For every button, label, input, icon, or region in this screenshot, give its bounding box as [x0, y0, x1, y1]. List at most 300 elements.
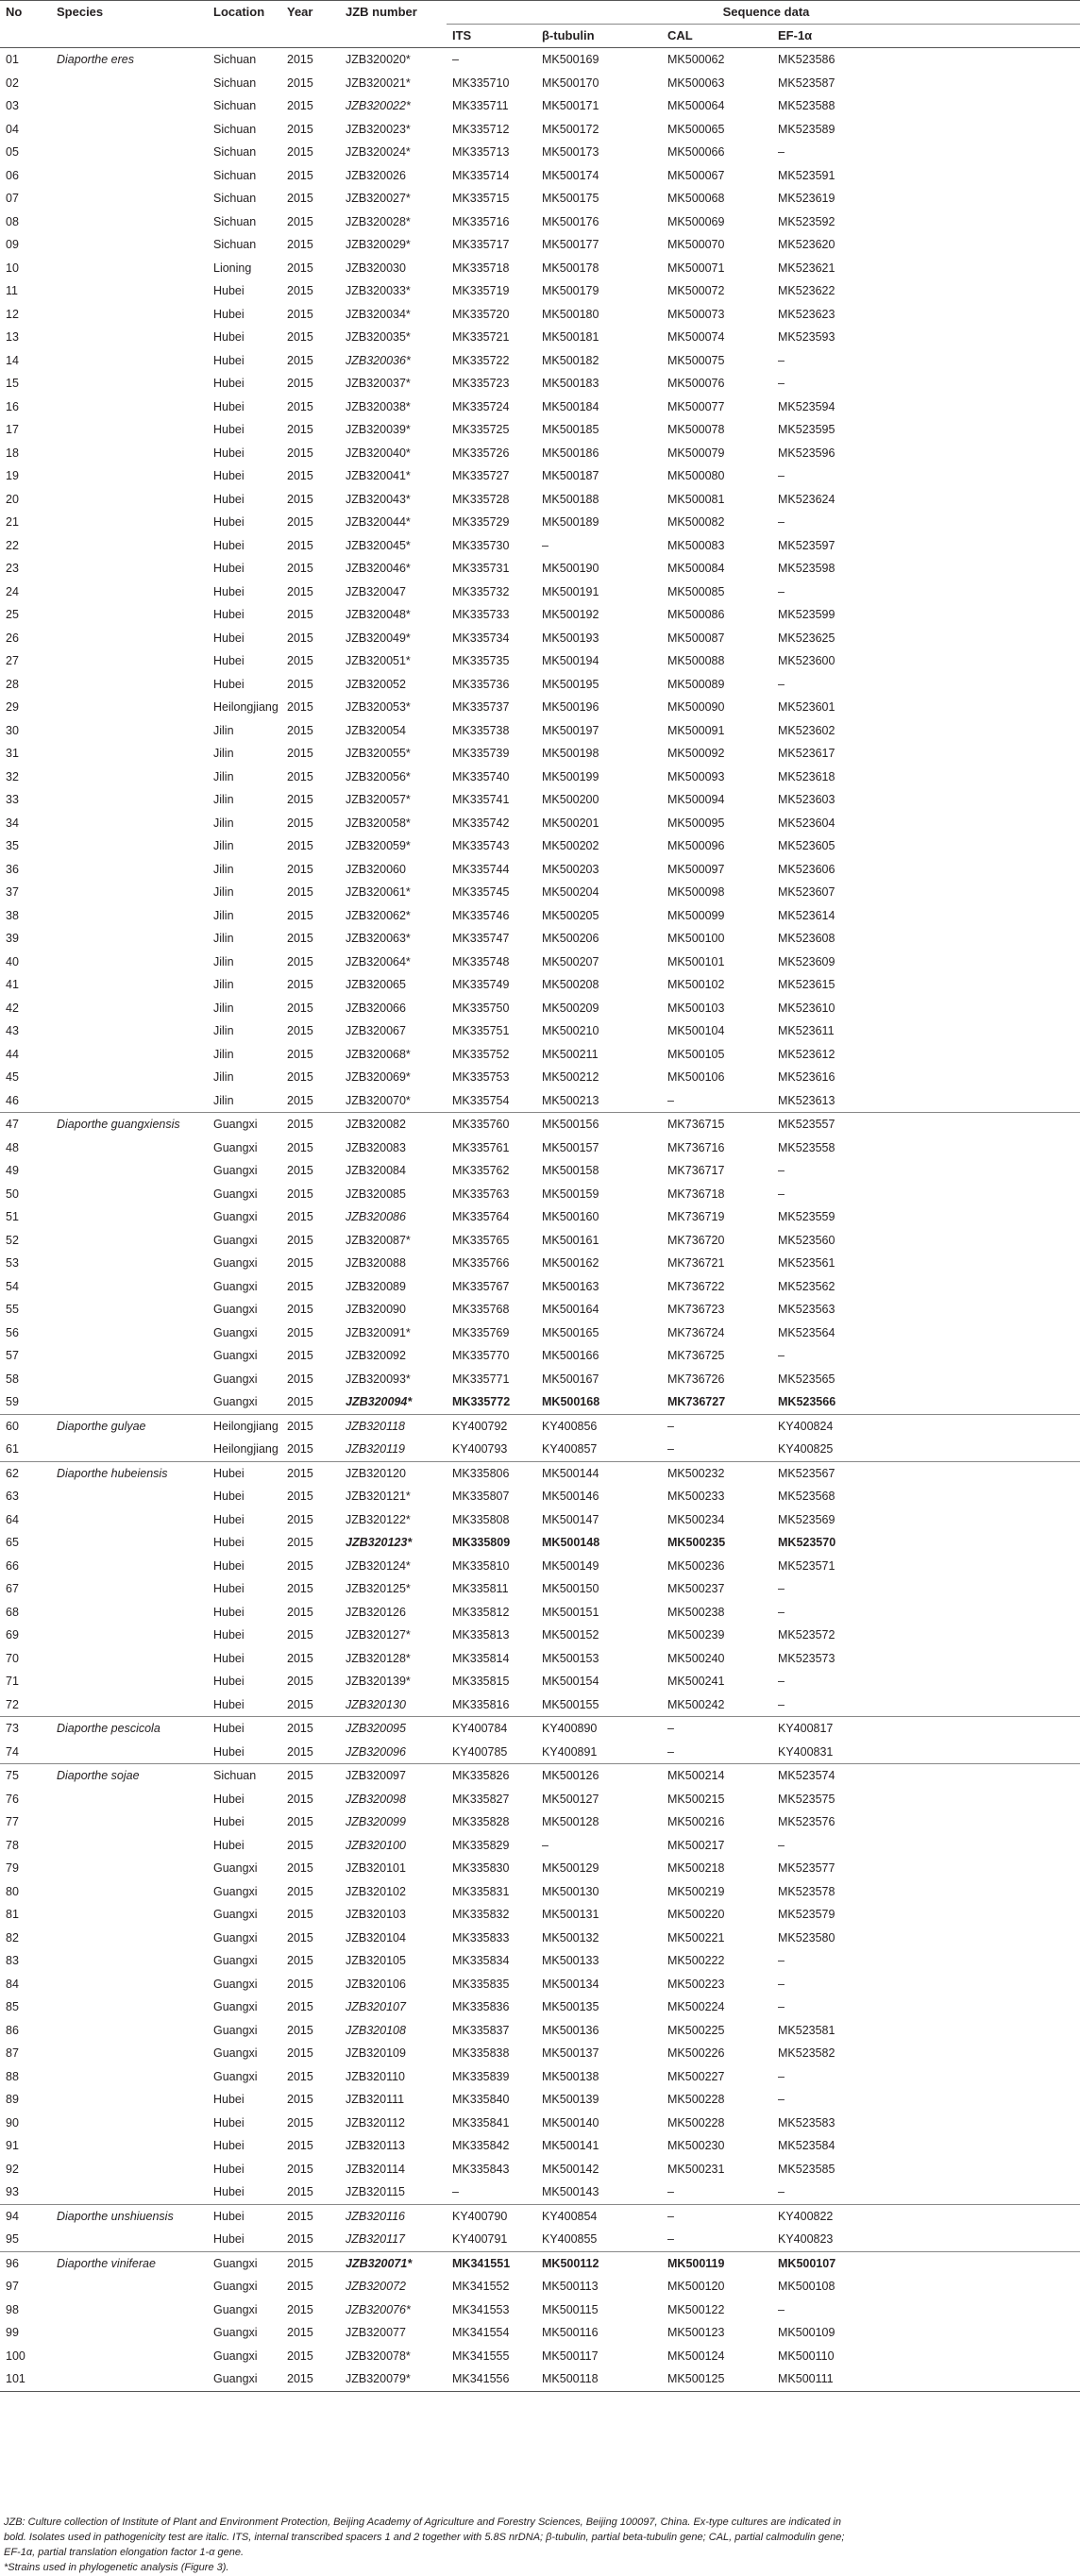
cell-location: Jilin — [213, 1093, 234, 1107]
cell-no: 13 — [6, 330, 19, 344]
cell-location: Sichuan — [213, 53, 257, 66]
cell-no: 50 — [6, 1187, 19, 1201]
cell-ef1a: MK523615 — [778, 978, 835, 991]
cell-ef1a: MK523568 — [778, 1490, 835, 1503]
cell-its: MK335763 — [452, 1187, 510, 1201]
table-row — [0, 1973, 1080, 1996]
cell-cal: MK500221 — [667, 1930, 725, 1945]
cell-species — [51, 1880, 208, 1904]
cell-ef1a: MK523571 — [778, 1558, 835, 1573]
cell-beta-tubulin: MK500207 — [542, 954, 599, 968]
cell-beta-tubulin: MK500169 — [542, 53, 599, 66]
cell-its: KY400793 — [452, 1442, 508, 1456]
table-row — [0, 210, 1080, 234]
cell-ef1a: MK523586 — [778, 53, 835, 66]
cell-ef1a: MK523608 — [778, 932, 835, 945]
footnote-line: *Strains used in phylogenetic analysis (Figure 3). — [4, 2562, 229, 2573]
cell-year: 2015 — [287, 261, 313, 275]
cell-year: 2015 — [287, 2326, 313, 2339]
cell-no: 49 — [6, 1164, 19, 1177]
cell-cal: MK500086 — [667, 608, 725, 621]
table-row — [0, 696, 1080, 719]
cell-year: 2015 — [287, 1582, 313, 1595]
cell-ef1a: MK523569 — [778, 1512, 835, 1526]
cell-jzb: JZB320052 — [346, 677, 406, 691]
cell-species — [51, 1949, 208, 1973]
cell-no: 55 — [6, 1303, 19, 1316]
cell-no: 82 — [6, 1930, 19, 1945]
cell-year: 2015 — [287, 978, 313, 991]
cell-location: Hubei — [213, 538, 245, 552]
cell-beta-tubulin: KY400891 — [542, 1744, 598, 1759]
cell-beta-tubulin: MK500183 — [542, 377, 599, 390]
table-row — [0, 1995, 1080, 2019]
table-row — [0, 1508, 1080, 1532]
header-ef1a: EF-1α — [772, 25, 1080, 48]
cell-beta-tubulin: MK500112 — [536, 2251, 662, 2275]
cell-year: 2015 — [287, 469, 313, 482]
cell-its: MK335728 — [452, 492, 510, 506]
cell-beta-tubulin: MK500168 — [542, 1395, 600, 1408]
cell-cal: MK500091 — [667, 723, 725, 737]
table-row — [0, 48, 1080, 72]
cell-no: 59 — [6, 1395, 19, 1408]
cell-no: 54 — [6, 1279, 19, 1293]
cell-location: Hubei — [213, 1744, 245, 1759]
cell-jzb: JZB320105 — [346, 1954, 406, 1967]
cell-no: 61 — [6, 1442, 19, 1456]
cell-year: 2015 — [287, 1279, 313, 1293]
cell-location: Hubei — [213, 469, 245, 482]
cell-cal: MK500065 — [667, 122, 725, 136]
cell-cal: MK500223 — [667, 1977, 725, 1991]
cell-cal: – — [667, 1093, 674, 1107]
cell-ef1a: MK523560 — [778, 1233, 835, 1247]
cell-jzb: JZB320027* — [346, 192, 411, 205]
cell-species — [51, 257, 208, 280]
cell-location: Lioning — [213, 261, 252, 275]
cell-location: Hubei — [213, 492, 245, 506]
cell-location: Hubei — [213, 1815, 245, 1828]
cell-cal: MK500103 — [667, 1001, 725, 1015]
cell-location: Hubei — [213, 1582, 245, 1595]
cell-jzb: JZB320113 — [346, 2139, 406, 2152]
cell-beta-tubulin: MK500135 — [542, 2000, 599, 2013]
cell-species — [51, 1577, 208, 1601]
cell-ef1a: KY400823 — [778, 2232, 834, 2246]
cell-cal: – — [662, 1717, 772, 1741]
cell-year: 2015 — [287, 1187, 313, 1201]
cell-no: 11 — [6, 284, 18, 297]
cell-jzb: JZB320059* — [346, 839, 411, 852]
cell-beta-tubulin: KY400854 — [536, 2204, 662, 2228]
cell-jzb: JZB320091* — [346, 1325, 411, 1339]
cell-beta-tubulin: MK500130 — [542, 1884, 599, 1898]
cell-ef1a: MK523594 — [778, 399, 835, 413]
cell-beta-tubulin: KY400857 — [542, 1442, 598, 1456]
cell-jzb: JZB320077 — [346, 2326, 406, 2339]
cell-ef1a: – — [778, 1605, 785, 1619]
cell-ef1a: MK523625 — [778, 631, 835, 645]
table-row — [0, 766, 1080, 789]
cell-cal: MK500222 — [667, 1954, 725, 1967]
cell-no: 04 — [6, 122, 19, 136]
cell-ef1a: MK523605 — [778, 839, 835, 852]
cell-jzb: JZB320024* — [346, 145, 411, 159]
cell-no: 68 — [6, 1605, 19, 1619]
cell-species — [51, 1555, 208, 1578]
cell-ef1a: MK523563 — [778, 1303, 835, 1316]
cell-species: Diaporthe viniferae — [51, 2251, 208, 2275]
cell-no: 36 — [6, 862, 19, 876]
cell-beta-tubulin: MK500161 — [542, 1233, 599, 1247]
table-row — [0, 1298, 1080, 1322]
cell-location: Jilin — [213, 769, 234, 783]
cell-its: MK335762 — [452, 1164, 510, 1177]
cell-ef1a: MK523600 — [778, 654, 835, 667]
table-row — [0, 279, 1080, 303]
cell-no: 48 — [6, 1140, 19, 1154]
cell-cal: MK500068 — [667, 192, 725, 205]
cell-cal: MK500066 — [667, 145, 725, 159]
table-row — [0, 396, 1080, 419]
cell-species — [51, 1043, 208, 1067]
cell-jzb: JZB320045* — [346, 538, 411, 552]
cell-location: Guangxi — [213, 2046, 258, 2060]
table-row — [0, 1903, 1080, 1927]
table-row — [0, 742, 1080, 766]
cell-cal: MK500093 — [667, 769, 725, 783]
cell-ef1a: – — [778, 2302, 785, 2316]
cell-beta-tubulin: – — [542, 1838, 548, 1852]
cell-beta-tubulin: MK500118 — [536, 2367, 662, 2391]
cell-beta-tubulin: MK500202 — [542, 839, 599, 852]
cell-beta-tubulin: MK500149 — [542, 1558, 599, 1573]
cell-jzb: JZB320086 — [346, 1210, 406, 1223]
cell-ef1a: MK523589 — [778, 122, 835, 136]
cell-species — [51, 2298, 208, 2322]
cell-species — [51, 187, 208, 210]
cell-location: Guangxi — [213, 1908, 258, 1921]
cell-year: 2015 — [287, 446, 313, 460]
cell-beta-tubulin: MK500152 — [542, 1628, 599, 1642]
cell-jzb: JZB320117 — [346, 2232, 406, 2246]
cell-its: MK335806 — [447, 1461, 536, 1485]
cell-location: Jilin — [213, 839, 234, 852]
cell-beta-tubulin: MK500175 — [542, 192, 599, 205]
cell-its: MK335842 — [452, 2139, 510, 2152]
cell-cal: MK736726 — [667, 1372, 725, 1386]
cell-year: 2015 — [281, 1461, 340, 1485]
cell-location: Hubei — [213, 1697, 245, 1711]
cell-year: 2015 — [287, 1349, 313, 1362]
cell-no: 47 — [0, 1113, 51, 1136]
cell-its: MK335768 — [452, 1303, 510, 1316]
cell-beta-tubulin: MK500179 — [542, 284, 599, 297]
cell-ef1a: MK523561 — [778, 1256, 835, 1270]
cell-species — [51, 2228, 208, 2251]
cell-beta-tubulin: MK500151 — [542, 1605, 599, 1619]
cell-species — [51, 1834, 208, 1858]
cell-ef1a: MK523596 — [778, 446, 835, 460]
cell-location: Heilongjiang — [213, 1442, 278, 1456]
cell-no: 51 — [6, 1210, 19, 1223]
cell-cal: MK500070 — [667, 238, 725, 251]
cell-ef1a: MK523572 — [778, 1628, 835, 1642]
cell-species — [51, 1857, 208, 1880]
cell-beta-tubulin: MK500209 — [542, 1001, 599, 1015]
cell-location: Guangxi — [213, 2326, 258, 2339]
table-row — [0, 442, 1080, 465]
cell-no: 23 — [6, 562, 19, 575]
cell-jzb: JZB320057* — [346, 793, 411, 806]
cell-cal: – — [662, 2204, 772, 2228]
cell-location: Guangxi — [213, 2349, 258, 2363]
cell-jzb: JZB320069* — [346, 1070, 411, 1084]
cell-its: MK335744 — [452, 862, 510, 876]
cell-no: 83 — [6, 1954, 19, 1967]
cell-cal: MK500241 — [667, 1675, 725, 1688]
cell-beta-tubulin: MK500199 — [542, 769, 599, 783]
cell-species — [51, 1322, 208, 1345]
cell-year: 2015 — [287, 932, 313, 945]
header-its: ITS — [447, 25, 536, 48]
cell-no: 65 — [6, 1536, 19, 1549]
cell-year: 2015 — [287, 1628, 313, 1642]
cell-beta-tubulin: MK500137 — [542, 2046, 599, 2060]
cell-ef1a: MK500108 — [778, 2280, 835, 2293]
table-row — [0, 1205, 1080, 1229]
cell-species — [51, 788, 208, 812]
cell-ef1a: MK523574 — [772, 1764, 1080, 1788]
cell-jzb: JZB320043* — [346, 492, 411, 506]
cell-its: MK335732 — [452, 584, 510, 598]
cell-species — [51, 951, 208, 974]
cell-cal: MK500101 — [667, 954, 725, 968]
cell-no: 98 — [6, 2302, 19, 2316]
cell-species — [51, 766, 208, 789]
cell-beta-tubulin: MK500158 — [542, 1164, 599, 1177]
cell-ef1a: MK523601 — [778, 700, 835, 714]
cell-no: 21 — [6, 515, 19, 529]
cell-year: 2015 — [287, 214, 313, 228]
cell-cal: MK500231 — [667, 2162, 725, 2176]
cell-species — [51, 418, 208, 442]
cell-no: 97 — [6, 2280, 19, 2293]
cell-its: MK335812 — [452, 1605, 510, 1619]
cell-its: MK335836 — [452, 2000, 510, 2013]
cell-its: MK335750 — [452, 1001, 510, 1015]
cell-no: 08 — [6, 214, 19, 228]
cell-year: 2015 — [287, 2349, 313, 2363]
cell-its: KY400792 — [447, 1414, 536, 1438]
cell-species — [51, 279, 208, 303]
cell-year: 2015 — [281, 1764, 340, 1788]
cell-no: 69 — [6, 1628, 19, 1642]
cell-no: 89 — [6, 2093, 19, 2106]
cell-species — [51, 673, 208, 697]
cell-jzb: JZB320127* — [346, 1628, 411, 1642]
cell-no: 34 — [6, 816, 19, 830]
cell-location: Guangxi — [208, 2251, 281, 2275]
cell-year: 2015 — [281, 1414, 340, 1438]
cell-jzb: JZB320106 — [346, 1977, 406, 1991]
cell-beta-tubulin: MK500132 — [542, 1930, 599, 1945]
cell-cal: MK500092 — [667, 747, 725, 760]
cell-ef1a: MK523623 — [778, 307, 835, 321]
cell-location: Hubei — [213, 423, 245, 436]
cell-its: MK335713 — [452, 145, 510, 159]
table-row — [0, 187, 1080, 210]
cell-ef1a: – — [778, 353, 785, 367]
table-row — [0, 2321, 1080, 2345]
cell-no: 84 — [6, 1977, 19, 1991]
cell-ef1a: MK523598 — [778, 562, 835, 575]
cell-ef1a: MK523584 — [778, 2139, 835, 2152]
cell-jzb: JZB320056* — [346, 769, 411, 783]
cell-cal: MK500073 — [667, 307, 725, 321]
cell-year: 2015 — [287, 1442, 313, 1456]
cell-year: 2015 — [281, 2251, 340, 2275]
cell-cal: MK500242 — [667, 1697, 725, 1711]
cell-its: MK335826 — [447, 1764, 536, 1788]
cell-its: MK335769 — [452, 1325, 510, 1339]
cell-year: 2015 — [287, 2139, 313, 2152]
cell-location: Sichuan — [213, 99, 257, 112]
cell-year: 2015 — [287, 1908, 313, 1921]
cell-no: 70 — [6, 1651, 19, 1665]
cell-ef1a: MK523613 — [778, 1093, 835, 1107]
table-row — [0, 1275, 1080, 1299]
cell-species — [51, 1344, 208, 1368]
cell-location: Heilongjiang — [213, 700, 278, 714]
cell-location: Guangxi — [213, 2023, 258, 2037]
cell-location: Guangxi — [213, 1884, 258, 1898]
cell-ef1a: – — [778, 584, 785, 598]
cell-jzb: JZB320082 — [340, 1113, 447, 1136]
cell-ef1a: – — [778, 1977, 785, 1991]
cell-cal: MK500119 — [662, 2251, 772, 2275]
cell-its: MK335729 — [452, 515, 510, 529]
cell-jzb: JZB320055* — [346, 747, 411, 760]
cell-jzb: JZB320094* — [346, 1395, 413, 1408]
cell-year: 2015 — [287, 1558, 313, 1573]
cell-beta-tubulin: MK500210 — [542, 1024, 599, 1037]
cell-its: MK335772 — [452, 1395, 511, 1408]
cell-cal: MK500064 — [667, 99, 725, 112]
table-row — [0, 2112, 1080, 2135]
table-row — [0, 1647, 1080, 1671]
cell-jzb: JZB320128* — [346, 1651, 411, 1665]
cell-year: 2015 — [287, 122, 313, 136]
cell-year: 2015 — [287, 2093, 313, 2106]
cell-species — [51, 1531, 208, 1555]
cell-no: 46 — [6, 1093, 19, 1107]
cell-its: MK335731 — [452, 562, 510, 575]
cell-location: Hubei — [213, 1536, 245, 1549]
cell-jzb: JZB320058* — [346, 816, 411, 830]
cell-ef1a: – — [778, 1187, 785, 1201]
cell-species — [51, 696, 208, 719]
cell-year: 2015 — [287, 793, 313, 806]
cell-species: Diaporthe eres — [57, 53, 134, 66]
table-row — [0, 2042, 1080, 2065]
cell-jzb: JZB320039* — [346, 423, 411, 436]
cell-no: 78 — [6, 1838, 19, 1852]
cell-species — [51, 557, 208, 581]
cell-species — [51, 603, 208, 627]
cell-its: MK335719 — [452, 284, 510, 297]
cell-beta-tubulin: MK500115 — [542, 2302, 599, 2316]
cell-no: 19 — [6, 469, 19, 482]
cell-year: 2015 — [281, 2204, 340, 2228]
table-row — [0, 2275, 1080, 2298]
cell-location: Guangxi — [213, 1372, 258, 1386]
cell-location: Guangxi — [213, 1140, 258, 1154]
cell-species — [51, 488, 208, 512]
cell-jzb: JZB320115 — [346, 2185, 406, 2198]
cell-no: 35 — [6, 839, 19, 852]
cell-location: Jilin — [213, 978, 234, 991]
cell-cal: MK500217 — [667, 1838, 725, 1852]
cell-no: 88 — [6, 2069, 19, 2083]
cell-species — [51, 442, 208, 465]
cell-location: Hubei — [213, 377, 245, 390]
cell-species — [51, 1275, 208, 1299]
table-row — [0, 1949, 1080, 1973]
cell-year: 2015 — [287, 1884, 313, 1898]
cell-beta-tubulin: MK500154 — [542, 1675, 599, 1688]
cell-year: 2015 — [287, 1372, 313, 1386]
cell-species — [51, 1205, 208, 1229]
cell-cal: MK500232 — [662, 1461, 772, 1485]
cell-jzb: JZB320071* — [340, 2251, 447, 2275]
cell-cal: MK500218 — [667, 1861, 725, 1875]
table-row — [0, 1066, 1080, 1089]
cell-location: Hubei — [213, 330, 245, 344]
cell-ef1a: MK523603 — [778, 793, 835, 806]
cell-ef1a: MK523618 — [778, 769, 835, 783]
cell-jzb: JZB320054 — [346, 723, 406, 737]
cell-its: MK335721 — [452, 330, 510, 344]
cell-species — [51, 1066, 208, 1089]
table-row — [0, 1880, 1080, 1904]
cell-species — [51, 742, 208, 766]
cell-species — [51, 858, 208, 882]
cell-beta-tubulin: MK500136 — [542, 2023, 599, 2037]
cell-its: MK335808 — [452, 1512, 510, 1526]
cell-year: 2015 — [287, 538, 313, 552]
cell-beta-tubulin: MK500156 — [536, 1113, 662, 1136]
cell-beta-tubulin: MK500195 — [542, 677, 599, 691]
cell-its: MK335830 — [452, 1861, 510, 1875]
table-row — [0, 627, 1080, 650]
cell-its: MK335747 — [452, 932, 510, 945]
cell-beta-tubulin: KY400856 — [536, 1414, 662, 1438]
cell-no: 26 — [6, 631, 19, 645]
cell-cal: MK500219 — [667, 1884, 725, 1898]
cell-its: MK335738 — [452, 723, 510, 737]
table-row — [0, 1043, 1080, 1067]
cell-year: 2015 — [287, 1815, 313, 1828]
cell-jzb: JZB320088 — [346, 1256, 406, 1270]
cell-beta-tubulin: MK500181 — [542, 330, 599, 344]
cell-its: MK335716 — [452, 214, 510, 228]
footnote-line: EF-1α, partial translation elongation factor 1-α gene. — [4, 2547, 245, 2558]
cell-beta-tubulin: MK500131 — [542, 1908, 599, 1921]
cell-cal: MK500225 — [667, 2023, 725, 2037]
cell-jzb: JZB320046* — [346, 562, 411, 575]
